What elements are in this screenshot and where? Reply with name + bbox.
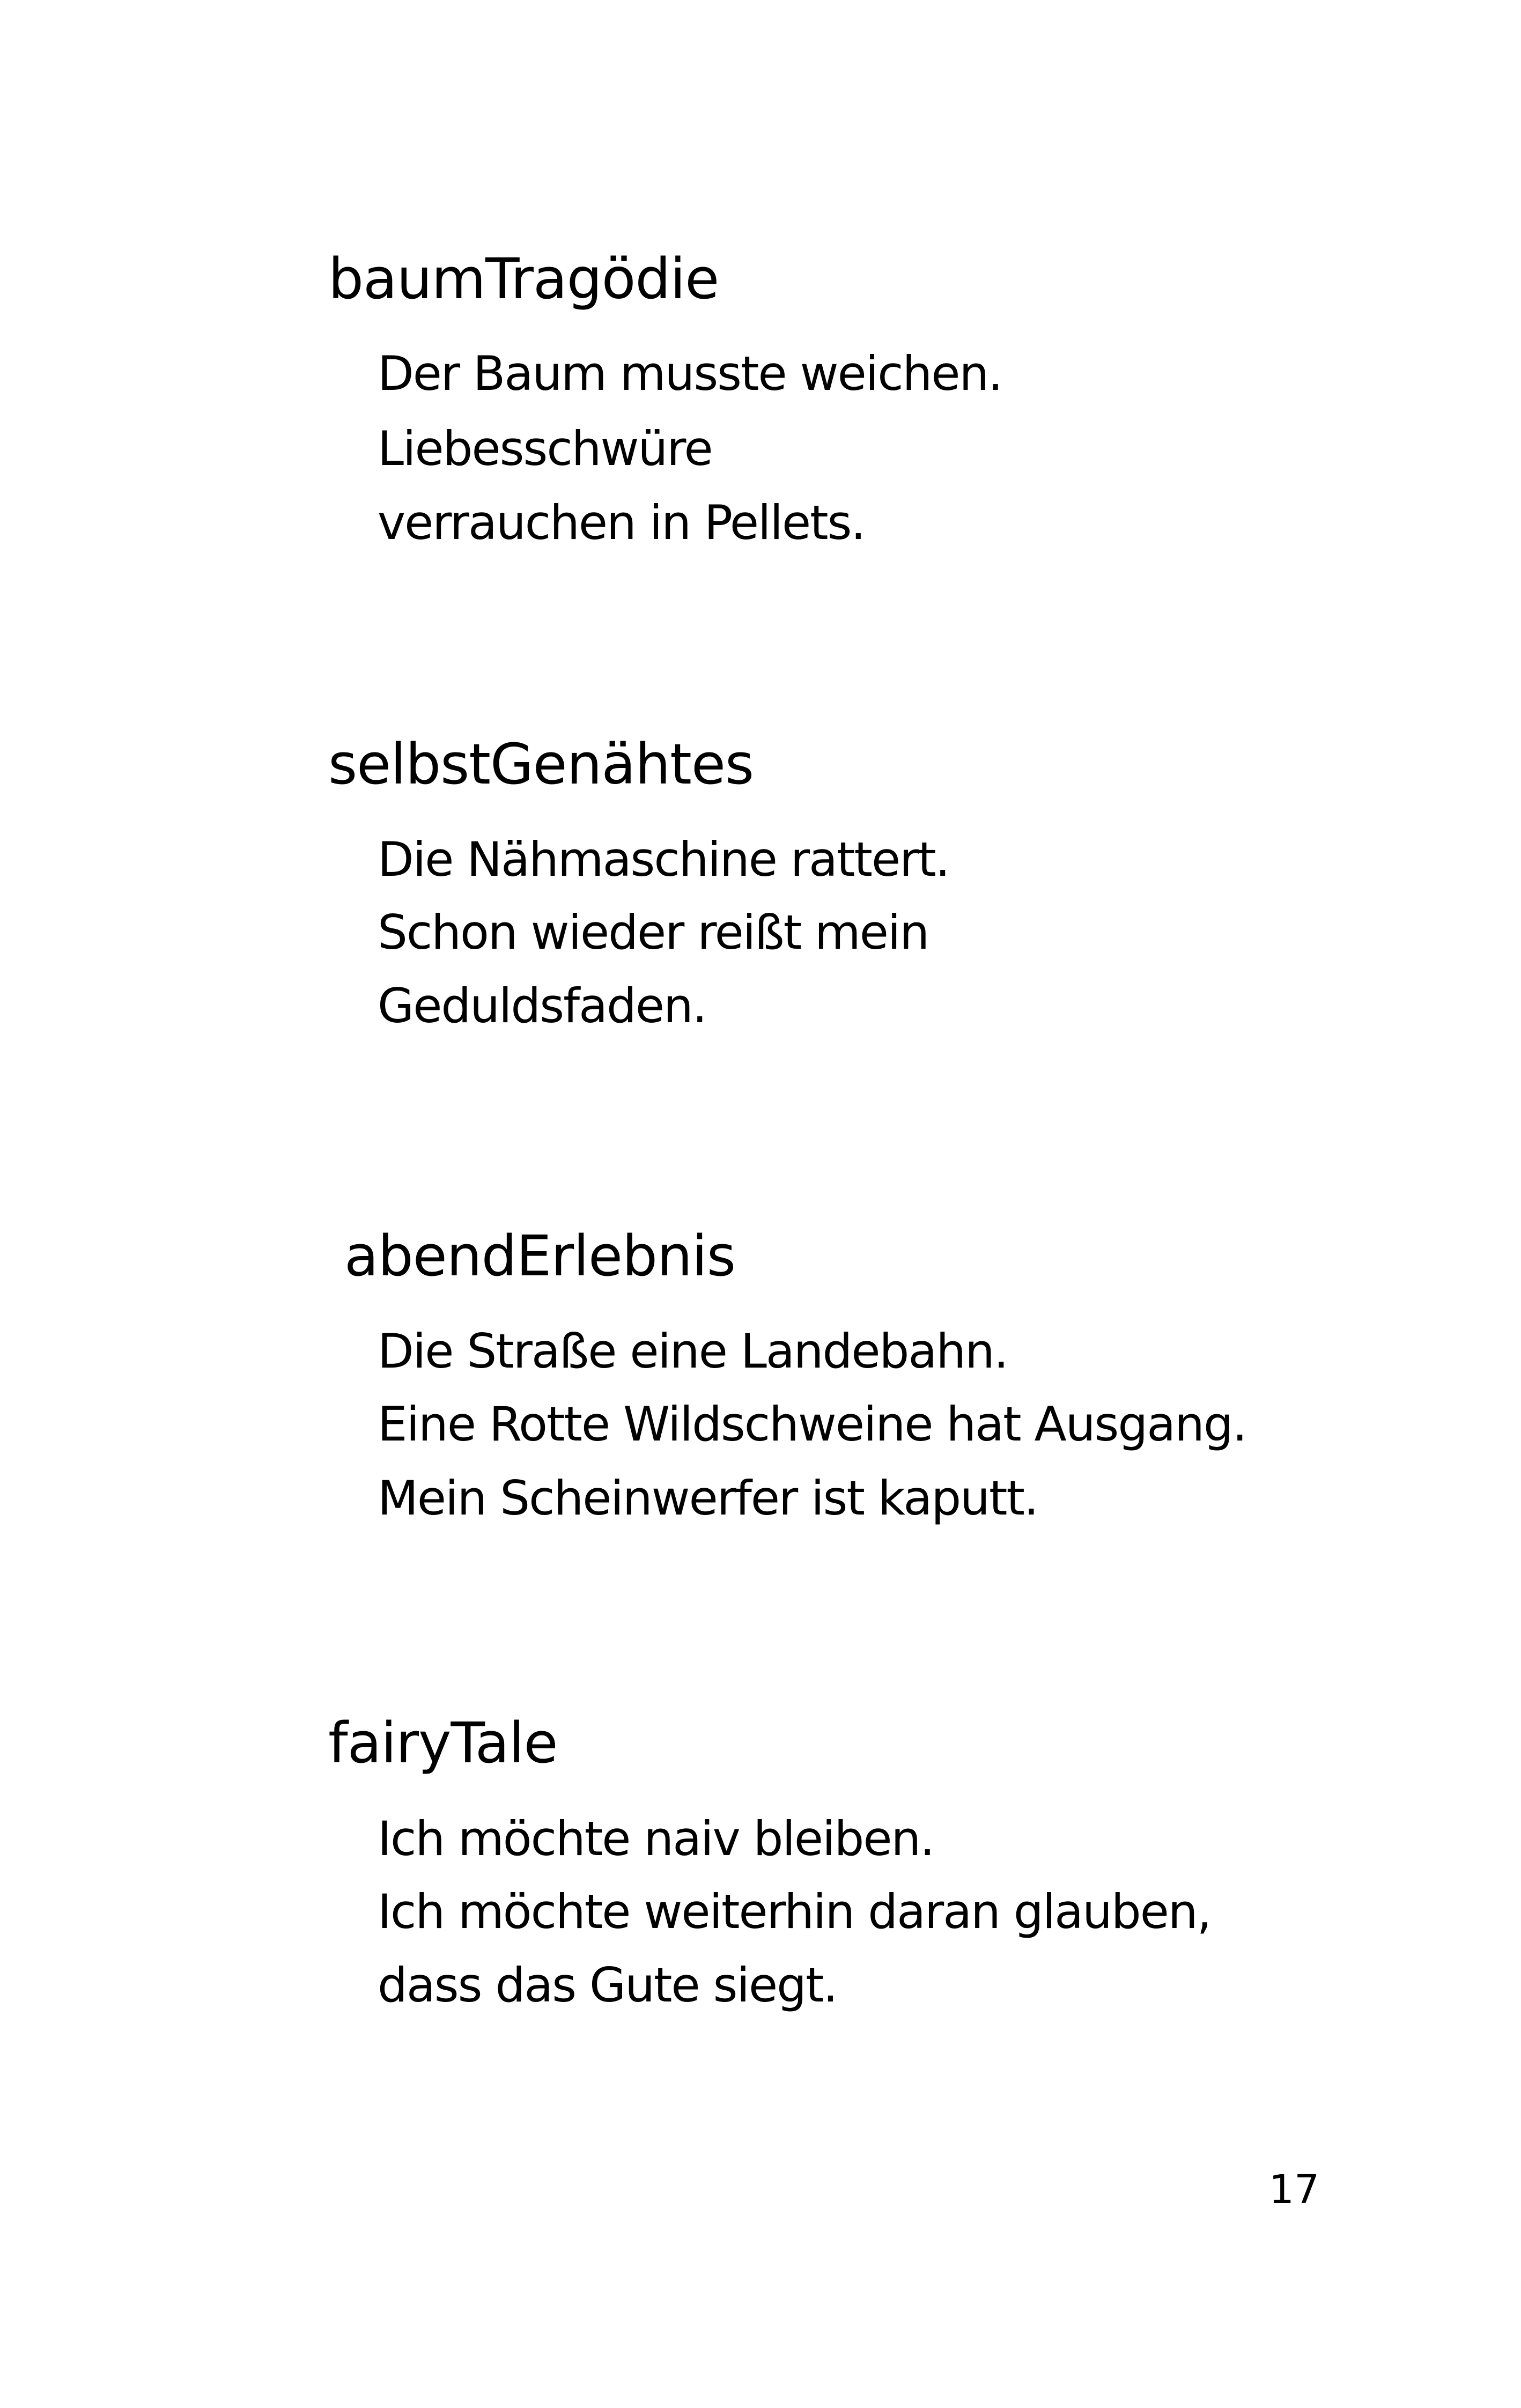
poem-line: dass das Gute siegt. xyxy=(378,1958,837,2013)
poem-line: Die Nähmaschine rattert. xyxy=(378,832,949,887)
poem-title: selbstGenähtes xyxy=(328,732,754,797)
poem-line: Ich möchte naiv bleiben. xyxy=(378,1811,934,1866)
page-number: 17 xyxy=(1269,2167,1320,2213)
poem-line: Der Baum musste weichen. xyxy=(378,346,1002,401)
poem-line: Ich möchte weiterhin daran glauben, xyxy=(378,1884,1211,1939)
poem-title: baumTragödie xyxy=(328,246,719,312)
poem-line: verrauchen in Pellets. xyxy=(378,495,865,550)
poem-line: Die Straße eine Landebahn. xyxy=(378,1324,1008,1379)
poem-line: Mein Scheinwerfer ist kaputt. xyxy=(378,1471,1038,1526)
poem-title: fairyTale xyxy=(328,1710,558,1776)
poem-title: abendErlebnis xyxy=(344,1223,736,1289)
poem-line: Schon wieder reißt mein xyxy=(378,905,929,960)
poem-line: Eine Rotte Wildschweine hat Ausgang. xyxy=(378,1397,1246,1452)
poem-line: Liebesschwüre xyxy=(378,421,712,476)
poem-line: Geduldsfaden. xyxy=(378,978,706,1033)
